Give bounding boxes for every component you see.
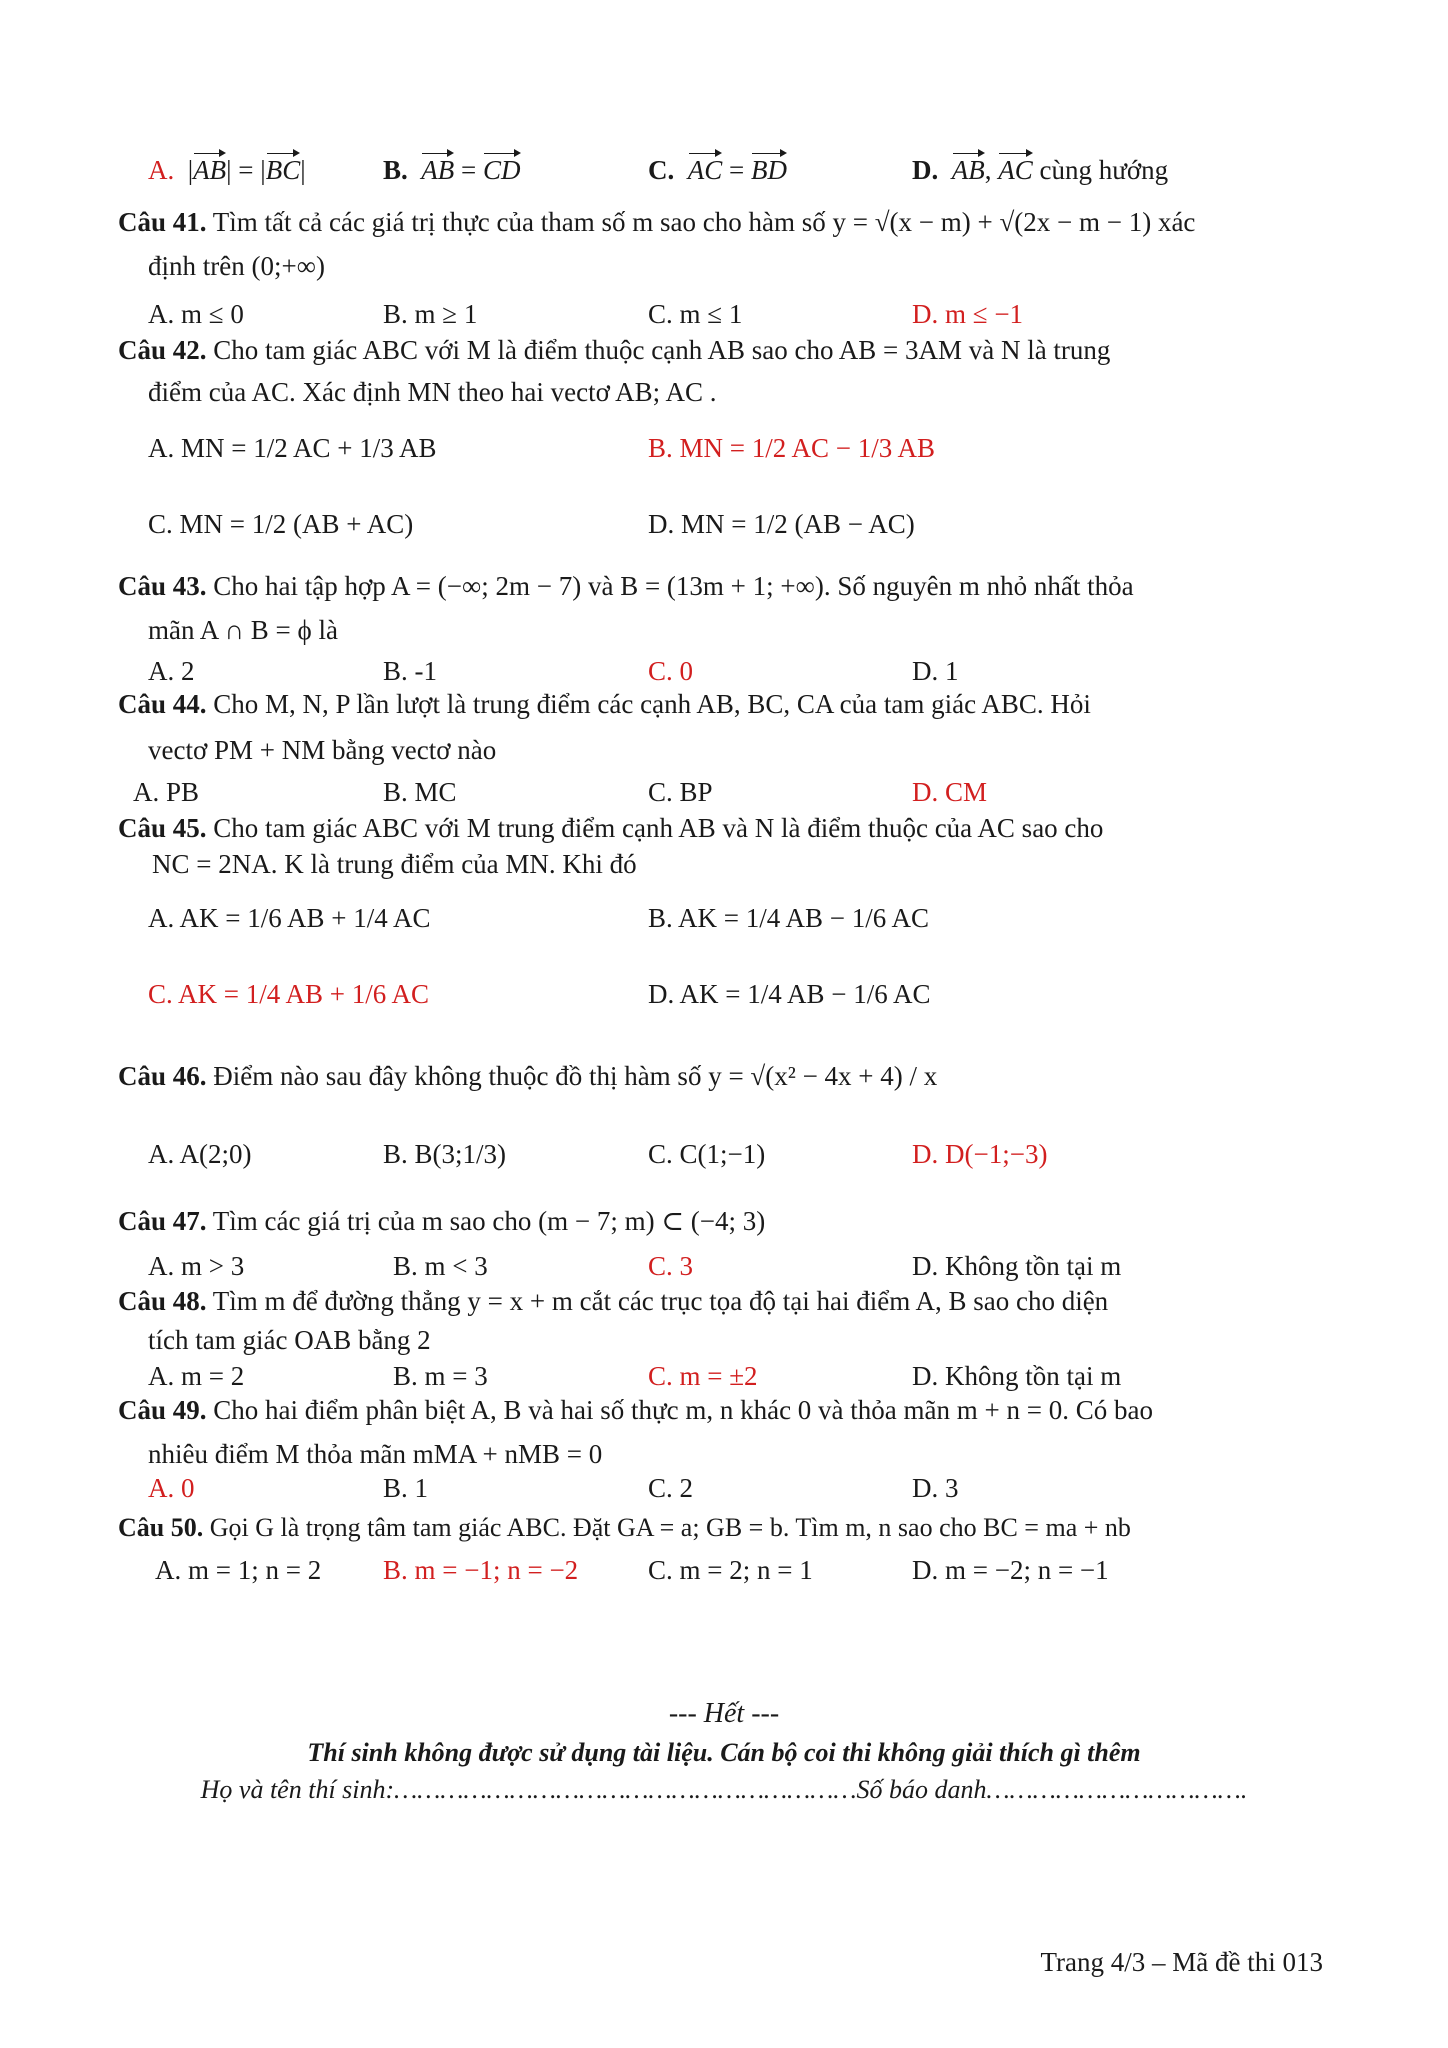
q50-option-a: A. m = 1; n = 2 (155, 1555, 322, 1585)
question-label: Câu 49. (118, 1395, 207, 1425)
q40-option-d (912, 148, 1168, 188)
question-label: Câu 44. (118, 689, 207, 719)
q49-stem (118, 1394, 1153, 1428)
q45-option-a: A. AK = 1/6 AB + 1/4 AC (148, 903, 431, 933)
question-label: Câu 41. (118, 207, 207, 237)
q45-option-c: C. AK = 1/4 AB + 1/6 AC (148, 979, 430, 1009)
q49-option-a: A. 0 (148, 1473, 195, 1503)
option-letter: B. (383, 155, 408, 185)
q46-stem (118, 1060, 937, 1094)
question-label: Câu 42. (118, 335, 207, 365)
q40-option-c (648, 148, 787, 188)
q47-option-b: B. m < 3 (393, 1251, 488, 1281)
q41-stem (118, 206, 1195, 240)
q41-option-a: A. m ≤ 0 (148, 299, 244, 329)
question-text: Cho tam giác ABC với M trung điểm cạnh AB và N là điểm thuộc của AC sao cho (213, 813, 1104, 843)
q42-option-c: C. MN = 1/2 (AB + AC) (148, 509, 414, 539)
q42-stem (118, 334, 1110, 368)
question-label: Câu 50. (118, 1513, 204, 1542)
option-math: AC = BD (681, 155, 787, 185)
q48-stem-2: tích tam giác OAB bằng 2 (148, 1325, 431, 1355)
q40-option-b (383, 148, 521, 188)
option-math: AB = CD (415, 155, 521, 185)
option-math: AB, AC cùng hướng (945, 155, 1168, 185)
q46-option-d: D. D(−1;−3) (912, 1139, 1048, 1169)
option-letter: D. (912, 155, 939, 185)
q41-stem-2: định trên (0;+∞) (148, 251, 325, 281)
question-text: Tìm tất cả các giá trị thực của tham số m sao cho hàm số y = √(x − m) + √(2x − m − 1) xác (212, 207, 1196, 237)
q42-stem-2: điểm của AC. Xác định MN theo hai vectơ AB; AC . (148, 377, 717, 407)
question-label: Câu 46. (118, 1061, 207, 1091)
q44-stem-2: vectơ PM + NM bằng vectơ nào (148, 735, 497, 765)
q48-option-d: D. Không tồn tại m (912, 1361, 1122, 1391)
q50-option-c: C. m = 2; n = 1 (648, 1555, 813, 1585)
q50-option-d: D. m = −2; n = −1 (912, 1555, 1109, 1585)
question-label: Câu 43. (118, 571, 207, 601)
q42-option-a: A. MN = 1/2 AC + 1/3 AB (148, 433, 437, 463)
end-mark: --- Hết --- (668, 1698, 780, 1729)
option-letter: C. (648, 155, 675, 185)
q41-option-b: B. m ≥ 1 (383, 299, 478, 329)
q43-option-c: C. 0 (648, 656, 694, 686)
q49-stem-2: nhiêu điểm M thỏa mãn mMA + nMB = 0 (148, 1439, 603, 1469)
option-letter: A. (148, 155, 175, 185)
q47-option-a: A. m > 3 (148, 1251, 245, 1281)
q44-option-d: D. CM (912, 777, 988, 807)
q48-stem (118, 1285, 1108, 1319)
q41-option-c: C. m ≤ 1 (648, 299, 743, 329)
question-text: Tìm các giá trị của m sao cho (m − 7; m) ⊂ (−4; 3) (212, 1206, 766, 1236)
q44-option-c: C. BP (648, 777, 713, 807)
question-text: Cho hai điểm phân biệt A, B và hai số thực m, n khác 0 và thỏa mãn m + n = 0. Có bao (213, 1395, 1153, 1425)
q44-stem (118, 688, 1091, 722)
question-text: Cho M, N, P lần lượt là trung điểm các cạnh AB, BC, CA của tam giác ABC. Hỏi (213, 689, 1091, 719)
q44-option-b: B. MC (383, 777, 457, 807)
option-math: |AB| = |BC| (181, 155, 306, 185)
q49-option-d: D. 3 (912, 1473, 959, 1503)
q45-option-d: D. AK = 1/4 AB − 1/6 AC (648, 979, 931, 1009)
q50-option-b: B. m = −1; n = −2 (383, 1555, 579, 1585)
question-text: Cho tam giác ABC với M là điểm thuộc cạnh AB sao cho AB = 3AM và N là trung (213, 335, 1111, 365)
q44-option-a: A. PB (133, 777, 200, 807)
question-text: Cho hai tập hợp A = (−∞; 2m − 7) và B = (13m + 1; +∞). Số nguyên m nhỏ nhất thỏa (213, 571, 1134, 601)
notice: Thí sinh không được sử dụng tài liệu. Cán bộ coi thi không giải thích gì thêm (307, 1738, 1141, 1767)
q49-option-b: B. 1 (383, 1473, 429, 1503)
q42-option-b: B. MN = 1/2 AC − 1/3 AB (648, 433, 936, 463)
q46-option-c: C. C(1;−1) (648, 1139, 766, 1169)
q43-option-d: D. 1 (912, 656, 959, 686)
question-text: Tìm m để đường thẳng y = x + m cắt các trục tọa độ tại hai điểm A, B sao cho diện (212, 1286, 1109, 1316)
q45-stem (118, 812, 1103, 846)
question-label: Câu 47. (118, 1206, 207, 1236)
q47-stem (118, 1205, 765, 1239)
q40-option-a (148, 148, 306, 188)
q42-option-d: D. MN = 1/2 (AB − AC) (648, 509, 915, 539)
q48-option-a: A. m = 2 (148, 1361, 245, 1391)
question-text: Gọi G là trọng tâm tam giác ABC. Đặt GA = a; GB = b. Tìm m, n sao cho BC = ma + nb (209, 1513, 1131, 1542)
q47-option-d: D. Không tồn tại m (912, 1251, 1122, 1281)
q49-option-c: C. 2 (648, 1473, 694, 1503)
q45-option-b: B. AK = 1/4 AB − 1/6 AC (648, 903, 930, 933)
question-text: Điểm nào sau đây không thuộc đồ thị hàm số y = √(x² − 4x + 4) / x (213, 1061, 938, 1091)
q48-option-b: B. m = 3 (393, 1361, 488, 1391)
q46-option-b: B. B(3;1/3) (383, 1139, 507, 1169)
q43-stem-2: mãn A ∩ B = ϕ là (148, 615, 338, 645)
question-label: Câu 48. (118, 1286, 207, 1316)
q43-option-b: B. -1 (383, 656, 437, 686)
question-label: Câu 45. (118, 813, 207, 843)
q45-stem-2: NC = 2NA. K là trung điểm của MN. Khi đó (152, 849, 637, 879)
q48-option-c: C. m = ±2 (648, 1361, 758, 1391)
candidate-info-line: Họ và tên thí sinh:……………………………………………………Số báo danh……………………………. (200, 1775, 1248, 1804)
q43-option-a: A. 2 (148, 656, 195, 686)
q46-option-a: A. A(2;0) (148, 1139, 252, 1169)
q41-option-d: D. m ≤ −1 (912, 299, 1024, 329)
page-footer: Trang 4/3 – Mã đề thi 013 (1040, 1947, 1323, 1977)
q47-option-c: C. 3 (648, 1251, 694, 1281)
q50-stem (118, 1512, 1131, 1545)
q43-stem (118, 570, 1134, 604)
